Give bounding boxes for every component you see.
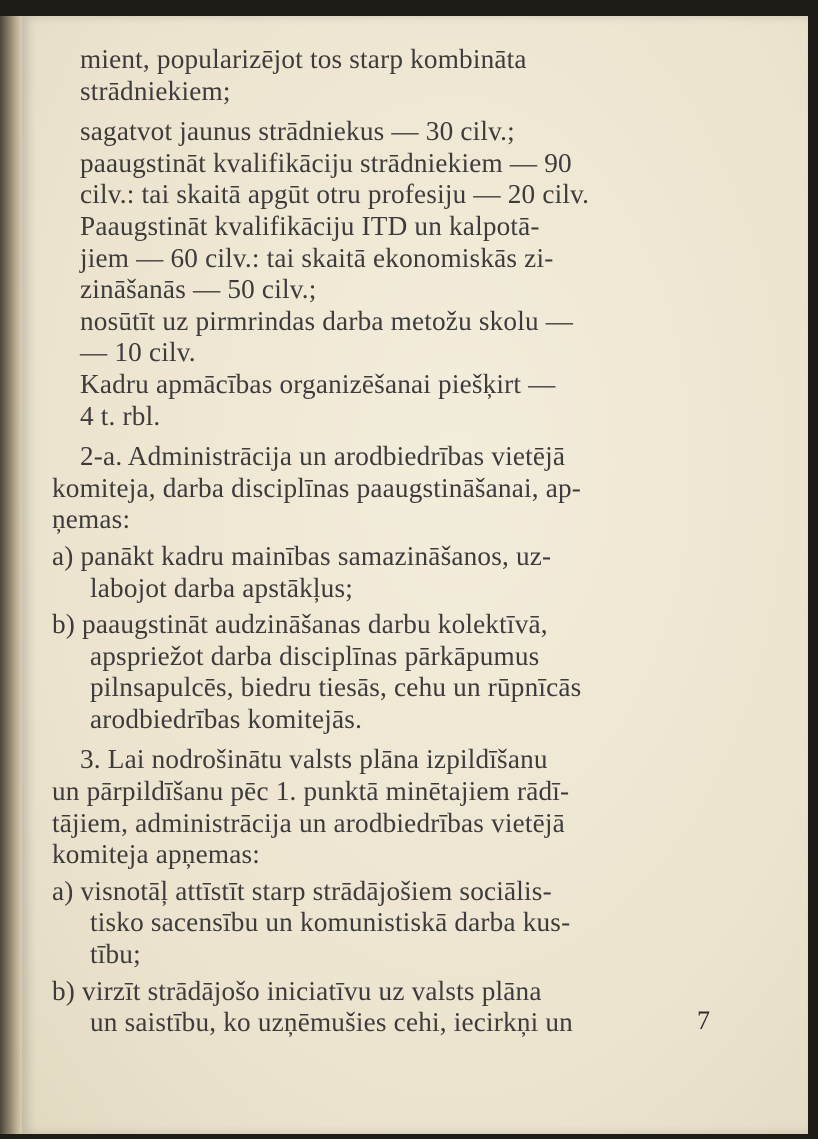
text-line: paaugstināt kvalifikāciju strādniekiem — 90 xyxy=(80,147,572,178)
text-line: tājiem, administrācija un arodbiedrības vietējā xyxy=(52,807,565,838)
text-line: apspriežot darba disciplīnas pārkāpumus xyxy=(90,640,540,671)
text-line: b) paaugstināt audzināšanas darbu kolektīvā, xyxy=(52,609,548,640)
text-line: pilnsapulcēs, biedru tiesās, cehu un rūpnīcās xyxy=(90,672,582,703)
text-line: 2-a. Administrācija un arodbiedrības vietējā xyxy=(80,441,566,472)
text-line: a) visnotāļ attīstīt starp strādājošiem sociālis- xyxy=(52,875,552,906)
text-line: Kadru apmācības organizēšanai piešķirt — xyxy=(80,368,556,399)
text-line: Paaugstināt kvalifikāciju ITD un kalpotā- xyxy=(80,210,540,241)
text-line: tisko sacensību un komunistiskā darba kus- xyxy=(90,907,571,938)
text-line: mient, popularizējot tos starp kombināta xyxy=(80,44,527,74)
text-line: strādniekiem; xyxy=(80,75,231,106)
text-line: ņemas: xyxy=(52,504,131,535)
text-line: 4 t. rbl. xyxy=(80,400,161,431)
text-line: — 10 cilv. xyxy=(80,337,196,368)
page-number: 7 xyxy=(697,1006,710,1035)
text-line: arodbiedrības komitejās. xyxy=(90,703,363,734)
text-line: b) virzīt strādājošo iniciatīvu uz valsts plāna xyxy=(52,975,542,1006)
text-line: a) panākt kadru mainības samazināšanos, uz- xyxy=(52,540,552,571)
text-line: jiem — 60 cilv.: tai skaitā ekonomiskās zi- xyxy=(80,242,554,273)
text-line: komiteja, darba disciplīnas paaugstināšanai, ap- xyxy=(52,472,582,503)
page-text xyxy=(52,44,717,1039)
text-line: cilv.: tai skaitā apgūt otru profesiju — 20 cilv. xyxy=(80,179,590,210)
text-line: komiteja apņemas: xyxy=(52,839,260,870)
text-line: 3. Lai nodrošinātu valsts plāna izpildīšanu xyxy=(80,744,548,775)
text-line: labojot darba apstākļus; xyxy=(90,572,354,603)
text-line: tību; xyxy=(90,939,141,970)
text-line: nosūtīt uz pirmrindas darba metožu skolu — xyxy=(80,305,574,336)
text-line: zināšanās — 50 cilv.; xyxy=(80,274,317,305)
text-line: un saistību, ko uzņēmušies cehi, iecirkņi un xyxy=(90,1007,573,1038)
text-line: un pārpildīšanu pēc 1. punktā minētajiem rādī- xyxy=(52,776,570,807)
book-gutter xyxy=(0,16,22,1134)
text-line: sagatvot jaunus strādniekus — 30 cilv.; xyxy=(80,116,515,147)
